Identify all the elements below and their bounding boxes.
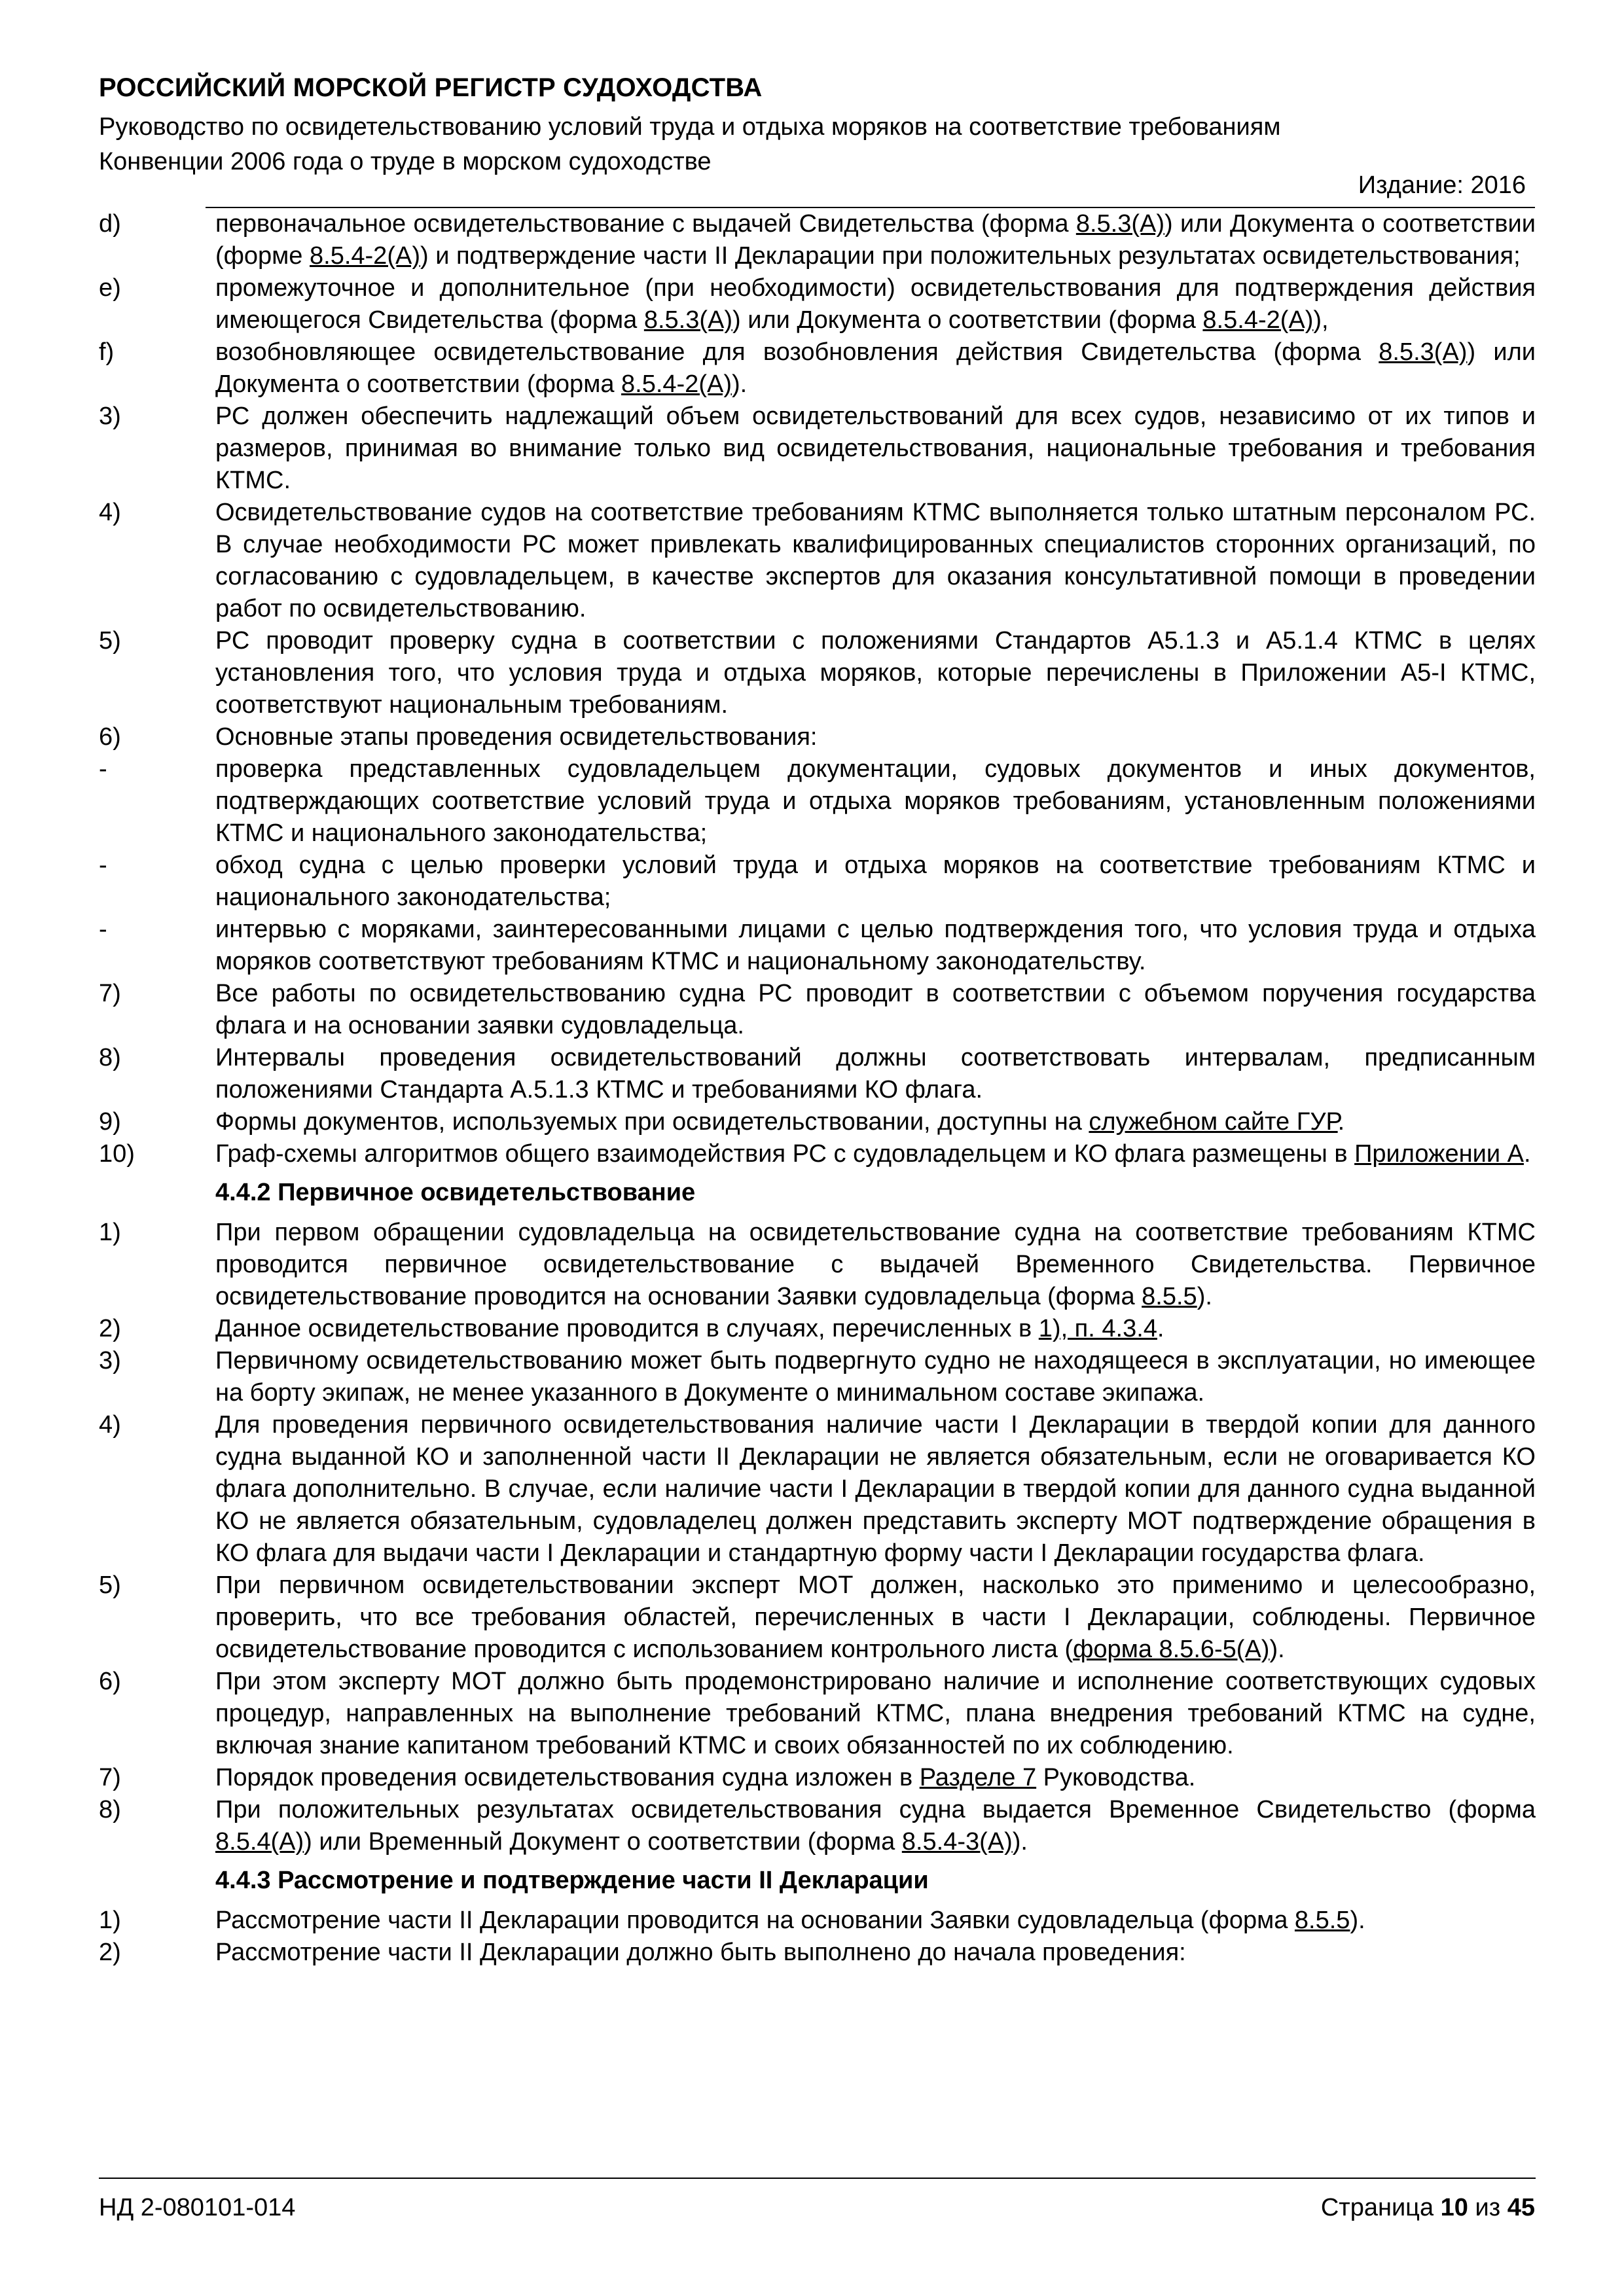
page-indicator (1321, 2194, 1535, 2222)
cross-reference-link[interactable]: 8.5.4-2(А) (310, 242, 420, 270)
list-item-number: 7) (99, 1764, 121, 1791)
list-item-text (215, 401, 1536, 497)
list-item-number: 5) (99, 627, 121, 655)
list-item (99, 721, 1536, 753)
text-run: Данное освидетельствование проводится в случаях, перечисленных в (215, 1315, 1039, 1342)
list-item-text (215, 1345, 1536, 1409)
cross-reference-link[interactable]: 8.5.3(А) (1075, 210, 1164, 238)
list-item (99, 914, 1536, 978)
text-run: РС проводит проверку судна в соответствии с положениями Стандартов А5.1.3 и А5.1.4 КТМС в целях установления того, что условия труда и отдыха моряков, которые перечислены в Приложении А5-I КТМС, соответствуют национальным требованиям. (215, 627, 1536, 719)
list-item-number: 2) (99, 1315, 121, 1342)
list-item (99, 1937, 1536, 1969)
edition-label: Издание: 2016 (1358, 171, 1526, 199)
text-run: Рассмотрение части II Декларации проводится на основании Заявки судовладельца (форма (215, 1907, 1295, 1934)
text-run: ) или Документа о соответствии (форме (215, 210, 1536, 270)
list-item-text (215, 1217, 1536, 1313)
text-run: ) или Документа о соответствии (форма (732, 306, 1203, 334)
list-item-number: 4) (99, 499, 121, 526)
text-run: ). (1197, 1283, 1212, 1310)
list-item (99, 1042, 1536, 1106)
text-run: ). (1350, 1907, 1365, 1934)
list-item (99, 625, 1536, 721)
list-item-number: 1) (99, 1907, 121, 1934)
text-run: ) или Временный Документ о соответствии (форма (304, 1828, 902, 1856)
list-item-text (215, 272, 1536, 336)
cross-reference-link[interactable]: 1), п. 4.3.4 (1038, 1315, 1157, 1342)
text-run: ). (1012, 1828, 1028, 1856)
list-item-text (215, 336, 1536, 401)
list-item (99, 978, 1536, 1042)
document-title-line-1: Руководство по освидетельствованию условий труда и отдыха моряков на соответствие требованиям (99, 113, 1281, 141)
list-item-number: - (99, 852, 107, 879)
text-run: При первичном освидетельствовании эксперт МОТ должен, насколько это применимо и целесообразно, проверить, что все требования областей, перечисленных в части I Декларации, соблюдены. Первичное освидетельствование проводится с использованием контрольного листа ( (215, 1571, 1536, 1663)
text-run: Руководства. (1036, 1764, 1196, 1791)
text-run: . (1337, 1108, 1345, 1136)
text-run: Порядок проведения освидетельствования судна изложен в (215, 1764, 920, 1791)
cross-reference-link[interactable]: Разделе 7 (919, 1764, 1037, 1791)
text-run: первоначальное освидетельствование с выдачей Свидетельства (форма (215, 210, 1076, 238)
list-item-number: 2) (99, 1939, 121, 1966)
list-item-text (215, 1666, 1536, 1762)
text-run: ) или Документа о соответствии (форма (215, 338, 1536, 398)
list-item (99, 1313, 1536, 1345)
list-item-number: 6) (99, 1668, 121, 1695)
text-run: ). (731, 370, 748, 398)
cross-reference-link[interactable]: форма 8.5.6-5(А) (1073, 1636, 1270, 1663)
list-item-number: 6) (99, 723, 121, 751)
text-run: обход судна с целью проверки условий труда и отдыха моряков на соответствие требованиям КТМС и национального законодательства; (215, 852, 1536, 911)
list-item-text (215, 721, 1536, 753)
list-item (99, 1106, 1536, 1138)
list-item-number: f) (99, 338, 115, 366)
list-item-text (215, 1106, 1536, 1138)
list-item-number: 8) (99, 1796, 121, 1823)
document-body (99, 208, 1536, 1969)
list-item (99, 1217, 1536, 1313)
text-run: ), (1313, 306, 1329, 334)
text-run: . (1523, 1140, 1531, 1168)
cross-reference-link[interactable]: 8.5.4-2(А) (1202, 306, 1314, 334)
list-item-text (215, 1138, 1536, 1170)
cross-reference-link[interactable]: 8.5.4(А) (215, 1828, 304, 1856)
cross-reference-link[interactable]: 8.5.5 (1294, 1907, 1350, 1934)
document-number: НД 2-080101-014 (99, 2194, 296, 2221)
text-run: интервью с моряками, заинтересованными лицами с целью подтверждения того, что условия труда и отдыха моряков соответствуют требованиям КТМС и национальному законодательству. (215, 916, 1536, 975)
list-item (99, 1570, 1536, 1666)
list-item-text (215, 497, 1536, 625)
list-item-text (215, 753, 1536, 850)
list-item-text (215, 1937, 1536, 1969)
list-item (99, 208, 1536, 272)
list-item (99, 336, 1536, 401)
list-item-number: 3) (99, 1347, 121, 1374)
list-item-number: e) (99, 274, 121, 302)
list-item (99, 1762, 1536, 1794)
list-item-number: 1) (99, 1219, 121, 1246)
list-item-number: 8) (99, 1044, 121, 1071)
text-run: При этом эксперту МОТ должно быть продемонстрировано наличие и исполнение соответствующих судовых процедур, направленных на выполнение требований КТМС, плана внедрения требований КТМС на судне, включая знание капитаном требований КТМС и своих обязанностей по их соблюдению. (215, 1668, 1536, 1759)
text-run: возобновляющее освидетельствование для возобновления действия Свидетельства (форма (215, 338, 1379, 366)
list-item-number: 5) (99, 1571, 121, 1599)
list-item (99, 1345, 1536, 1409)
page-label: Страница (1320, 2194, 1434, 2221)
list-item (99, 1409, 1536, 1570)
list-item-text (215, 1905, 1536, 1937)
text-run: При первом обращении судовладельца на освидетельствование судна на соответствие требованиям КТМС проводится первичное освидетельствование с выдачей Временного Свидетельства. Первичное освидетельствование проводится на основании Заявки судовладельца (форма (215, 1219, 1536, 1310)
list-item-number: 4) (99, 1411, 121, 1439)
list-item (99, 401, 1536, 497)
text-run: Рассмотрение части II Декларации должно быть выполнено до начала проведения: (215, 1939, 1186, 1966)
list-item-text (215, 914, 1536, 978)
page-total: 45 (1507, 2194, 1535, 2221)
cross-reference-link[interactable]: 8.5.3(А) (1379, 338, 1468, 366)
list-item (99, 1666, 1536, 1762)
list-item-number: 9) (99, 1108, 121, 1136)
text-run: Интервалы проведения освидетельствований должны соответствовать интервалам, предписанным положениями Стандарта А.5.1.3 КТМС и требованиями КО флага. (215, 1044, 1536, 1103)
section-indent (99, 1177, 215, 1209)
document-title-line-2: Конвенции 2006 года о труде в морском судоходстве (99, 148, 712, 175)
cross-reference-link[interactable]: 8.5.4-3(А) (901, 1828, 1013, 1856)
text-run: промежуточное и дополнительное (при необходимости) освидетельствования для подтверждения действия имеющегося Свидетельства (форма (215, 274, 1536, 334)
cross-reference-link[interactable]: Приложении А (1354, 1140, 1524, 1168)
text-run: Основные этапы проведения освидетельствования: (215, 723, 818, 751)
text-run: ) и подтверждение части II Декларации при положительных результатах освидетельствования; (420, 242, 1521, 270)
section-title: 4.4.2 Первичное освидетельствование (215, 1179, 696, 1206)
text-run: . (1157, 1315, 1164, 1342)
document-title (99, 110, 1565, 179)
section-heading (99, 1177, 1536, 1209)
text-run: Освидетельствование судов на соответствие требованиям КТМС выполняется только штатным персоналом РС. В случае необходимости РС может привлекать квалифицированных специалистов сторонних организаций, по согласованию с судовладельцем, в качестве экспертов для оказания консультативной помощи в проведении работ по освидетельствованию. (215, 499, 1536, 622)
list-item-number: - (99, 916, 107, 943)
list-item-text (215, 208, 1536, 272)
text-run: Граф-схемы алгоритмов общего взаимодействия РС с судовладельцем и КО флага размещены в (215, 1140, 1355, 1168)
list-item-text (215, 625, 1536, 721)
text-run: Для проведения первичного освидетельствования наличие части I Декларации в твердой копии для данного судна выданной КО и заполненной части II Декларации не является обязательным, если не оговаривается КО флага дополнительно. В случае, если наличие части I Декларации в твердой копии для данного судна выданной КО не является обязательным, судовладелец должен представить эксперту МОТ подтверждение обращения в КО флага для выдачи части I Декларации и стандартную форму части I Декларации государства флага. (215, 1411, 1536, 1567)
list-item-text (215, 1313, 1536, 1345)
text-run: При положительных результатах освидетельствования судна выдается Временное Свидетельство (форма (215, 1796, 1536, 1823)
footer-divider (99, 2178, 1536, 2179)
text-run: проверка представленных судовладельцем документации, судовых документов и иных документов, подтверждающих соответствие условий труда и отдыха моряков требованиям, установленным положениями КТМС и национального законодательства; (215, 755, 1536, 847)
cross-reference-link[interactable]: 8.5.3(А) (643, 306, 733, 334)
list-item-text (215, 1409, 1536, 1570)
text-run: Все работы по освидетельствованию судна РС проводит в соответствии с объемом поручения государства флага и на основании заявки судовладельца. (215, 980, 1536, 1039)
list-item (99, 1138, 1536, 1170)
list-item (99, 753, 1536, 850)
list-item-number: 3) (99, 403, 121, 430)
cross-reference-link[interactable]: 8.5.5 (1142, 1283, 1197, 1310)
list-item (99, 1905, 1536, 1937)
list-item-text (215, 850, 1536, 914)
list-item-number: - (99, 755, 107, 783)
text-run: Формы документов, используемых при освидетельствовании, доступны на (215, 1108, 1089, 1136)
text-run: ). (1269, 1636, 1285, 1663)
section-indent (99, 1865, 215, 1897)
list-item (99, 497, 1536, 625)
organization-name: РОССИЙСКИЙ МОРСКОЙ РЕГИСТР СУДОХОДСТВА (99, 73, 763, 102)
text-run: РС должен обеспечить надлежащий объем освидетельствований для всех судов, независимо от их типов и размеров, принимая во внимание только вид освидетельствования, национальные требования и требования КТМС. (215, 403, 1536, 494)
cross-reference-link[interactable]: служебном сайте ГУР (1089, 1108, 1338, 1136)
list-item-text (215, 1042, 1536, 1106)
list-item (99, 850, 1536, 914)
list-item (99, 272, 1536, 336)
list-item (99, 1794, 1536, 1858)
section-heading (99, 1865, 1536, 1897)
list-item-number: 7) (99, 980, 121, 1007)
page-current: 10 (1440, 2194, 1468, 2221)
list-item-text (215, 1762, 1536, 1794)
list-item-number: 10) (99, 1140, 135, 1168)
page-of: из (1475, 2194, 1501, 2221)
text-run: Первичному освидетельствованию может быть подвергнуто судно не находящееся в эксплуатации, но имеющее на борту экипаж, не менее указанного в Документе о минимальном составе экипажа. (215, 1347, 1536, 1407)
list-item-text (215, 978, 1536, 1042)
cross-reference-link[interactable]: 8.5.4-2(А) (621, 370, 732, 398)
list-item-text (215, 1794, 1536, 1858)
list-item-number: d) (99, 210, 121, 238)
list-item-text (215, 1570, 1536, 1666)
section-title: 4.4.3 Рассмотрение и подтверждение части II Декларации (215, 1867, 929, 1894)
